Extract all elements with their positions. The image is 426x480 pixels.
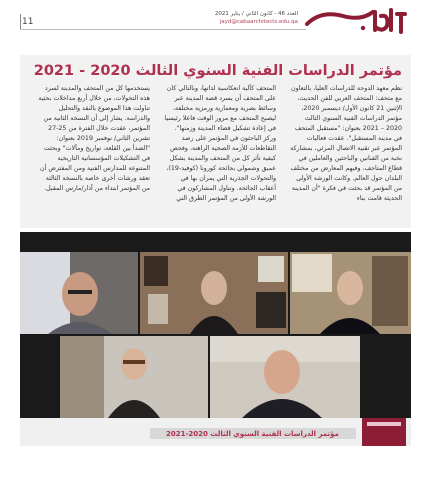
participant-tile-3 — [290, 252, 411, 334]
magazine-logo — [303, 6, 411, 36]
header-issue: العدد 46 - كانون الثاني / يناير 2021 — [214, 11, 298, 17]
participant-tile-4 — [60, 336, 208, 418]
column-text: نظم معهد الدوحة للدراسات العليا، بالتعاون مع متحف: المتحف العربي للفن الحديث، الإثنين 21 كانون الأول/ ديسمبر 2020، مؤتمر الدراسات الفنية السنوي الثالث 2020 – 2021 بعنوان: "مستقبل المتحف في مدينة المستقبل". عقدت فعاليات المؤتمر عبر تقنية الاتصال المرئي، بمشاركة نخبة من الفنانين والباحثين والعاملين في قطاع المتاحف، وفيهم المعارض من مختلف البلدان حول العالم. وكانت الورشة الأولى من المؤتمر قد بحثت في فكرة "أن المدينة الحديثة قامت بناء — [290, 85, 402, 202]
video-call-photo — [20, 232, 411, 418]
article-title: مؤتمر الدراسات الفنية السنوي الثالث 2020 - 2021 — [33, 63, 402, 79]
page-number-rule — [20, 14, 21, 30]
article-column-2 — [164, 84, 276, 204]
participant-tile-5 — [210, 336, 360, 418]
caption-logo — [362, 418, 406, 446]
article-column-3 — [38, 84, 150, 194]
page-number: 11 — [22, 17, 34, 27]
caption-logo-mark — [367, 422, 401, 426]
participant-tile-2 — [140, 252, 288, 334]
participant-tile-1 — [20, 252, 138, 334]
column-text: المتحف كآلية انعكاسية لذاتها، وبالتالي كان على المتحف أن يسرد قصة المدينة عبر وسائط بصرية ومعمارية ورمزية مختلفة، ليصبح المتحف مع مرور الوقت فاعلا رئيسيا في إعادة تشكيل فضاء المدينة وزمنها". وركز الباحثون في المؤتمر على رصد التقاطعات للأزمة الصحية الراهنة، وفحص كيفية تأثر كل من المتحف والمدينة بشكل عميق وشمولي بجائحة كورونا (كوفيد-19)، والتحولات الجذرية التي يمران بها في أعقاب الجائحة. وتناول المشاركون في الورشة الأولى من المؤتمر الطرق التي — [164, 85, 276, 202]
column-text: يستخدمها كل من المتحف والمدينة لسرد هذه التحولات، من خلال أربع مداخلات بحثية تناولت هذا الموضوع بالنقد والتحليل والدراسة. يشار إلى أن النسخة الثانية من المؤتمر، عقدت خلال الفترة من 25-27 تشرين الثاني/ نوفمبر 2019 بعنوان: "الصدأ بين القلعة، تواريخ ومآلات" وبحثت في التشكيلات المؤسساتية التاريخية المتنوعة للمدارس الفنية ومن المفترض أن تعقد ورشات أخرى خاصة بالنسخة الثالثة من المؤتمر ابتداء من آذار/مارس المقبل. — [38, 85, 150, 192]
caption-text: مؤتمر الدراسات الفنية السنوي الثالث 2020-2021 — [166, 430, 339, 438]
article-column-1 — [290, 84, 402, 204]
header-email: jayd@cabaarchitects.edu.qa — [219, 19, 298, 25]
video-call-screenshot — [20, 232, 411, 418]
header-rule — [20, 29, 306, 30]
